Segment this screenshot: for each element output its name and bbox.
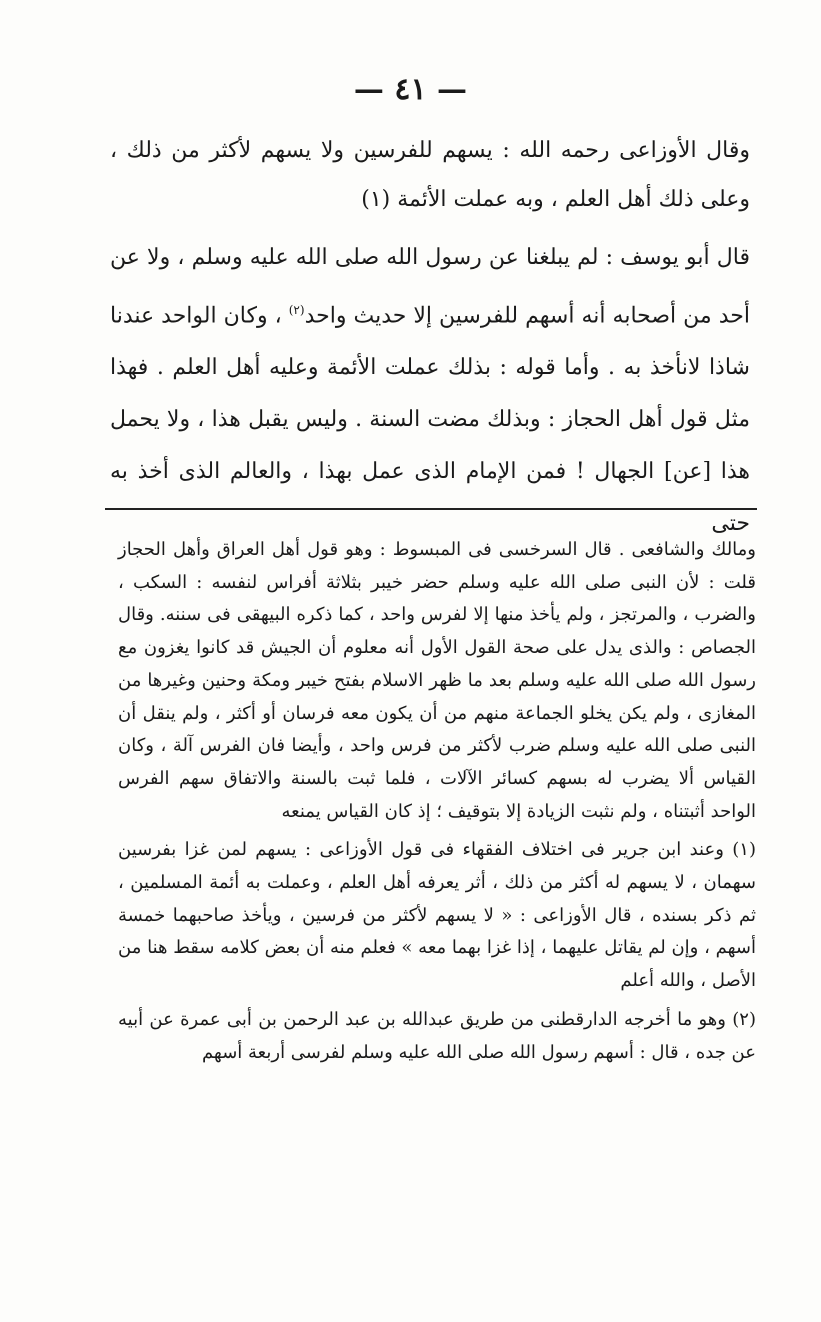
main-paragraph-2-part-2: ، وكان الواحد عندنا شاذا لانأخذ به . وأما قوله : بذلك عملت الأئمة وعليه أهل العلم . فهذا مثل قول أهل الحجاز : وبذلك مضت السنة . وليس يقبل هذا ، ولا يحمل هذا [عن] الجهال ! فمن الإمام الذى عمل بهذا ، والعالم الذى أخذ به حتى [110, 303, 750, 537]
main-paragraph-2-part-1: قال أبو يوسف : لم يبلغنا عن رسول الله صلى الله عليه وسلم ، ولا عن أحد من أصحابه أنه أسهم للفرسين إلا حديث واحد [110, 245, 750, 329]
footnote-2: (٢) وهو ما أخرجه الدارقطنى من طريق عبدالله بن عبد الرحمن بن أبى عمرة عن أبيه عن جده ، قال : أسهم رسول الله صلى الله عليه وسلم لفرسى أربعة أسهم [118, 1008, 756, 1063]
footnote-marker-2: (٢) [288, 303, 305, 317]
main-paragraph-2 [110, 232, 750, 550]
footnote-1: (١) وعند ابن جرير فى اختلاف الفقهاء فى قول الأوزاعى : يسهم لمن غزا بفرسين سهمان ، لا يسهم له أكثر من ذلك ، أثر يعرفه أهل العلم ، وعملت به أئمة المسلمين ، ثم ذكر بسنده ، قال الأوزاعى : « لا يسهم لأكثر من فرسين ، ويأخذ صاحبهما خمسة أسهم ، وإن لم يقاتل عليهما ، إذا غزا بهما معه » فعلم منه أن بعض كلامه سقط هنا من الأصل ، والله أعلم [118, 839, 756, 992]
main-paragraph-1: وقال الأوزاعى رحمه الله : يسهم للفرسين ولا يسهم لأكثر من ذلك ، وعلى ذلك أهل العلم ، وبه عملت الأئمة (١) [110, 138, 750, 212]
footnotes [118, 534, 756, 1069]
main-text [110, 126, 750, 550]
footnote-separator [105, 508, 757, 510]
footnote-continuation: ومالك والشافعى . قال السرخسى فى المبسوط : وهو قول أهل العراق وأهل الحجاز قلت : لأن النبى صلى الله عليه وسلم حضر خيبر بثلاثة أفراس لنفسه : السكب ، والضرب ، والمرتجز ، ولم يأخذ منها إلا لفرس واحد ، كما ذكره البيهقى فى سننه. وقال الجصاص : والذى يدل على صحة القول الأول أنه معلوم أن الجيش قد كانوا يغزون مع رسول الله صلى الله عليه وسلم بعد ما ظهر الاسلام بفتح خيبر ومكة وحنين وغيرها من المغازى ، ولم يكن يخلو الجماعة منهم من أن يكون معه فرسان أو أكثر ، ولم ينقل أن النبى صلى الله عليه وسلم ضرب لأكثر من فرس واحد ، وأيضا فان الفرس آلة ، وكان القياس ألا يضرب له بسهم كسائر الآلات ، فلما ثبت بالسنة والاتفاق سهم الفرس الواحد أثبتناه ، ولم نثبت الزيادة إلا بتوقيف ؛ إذ كان القياس يمنعه [118, 539, 756, 822]
page-number: — ٤١ — [353, 72, 468, 107]
